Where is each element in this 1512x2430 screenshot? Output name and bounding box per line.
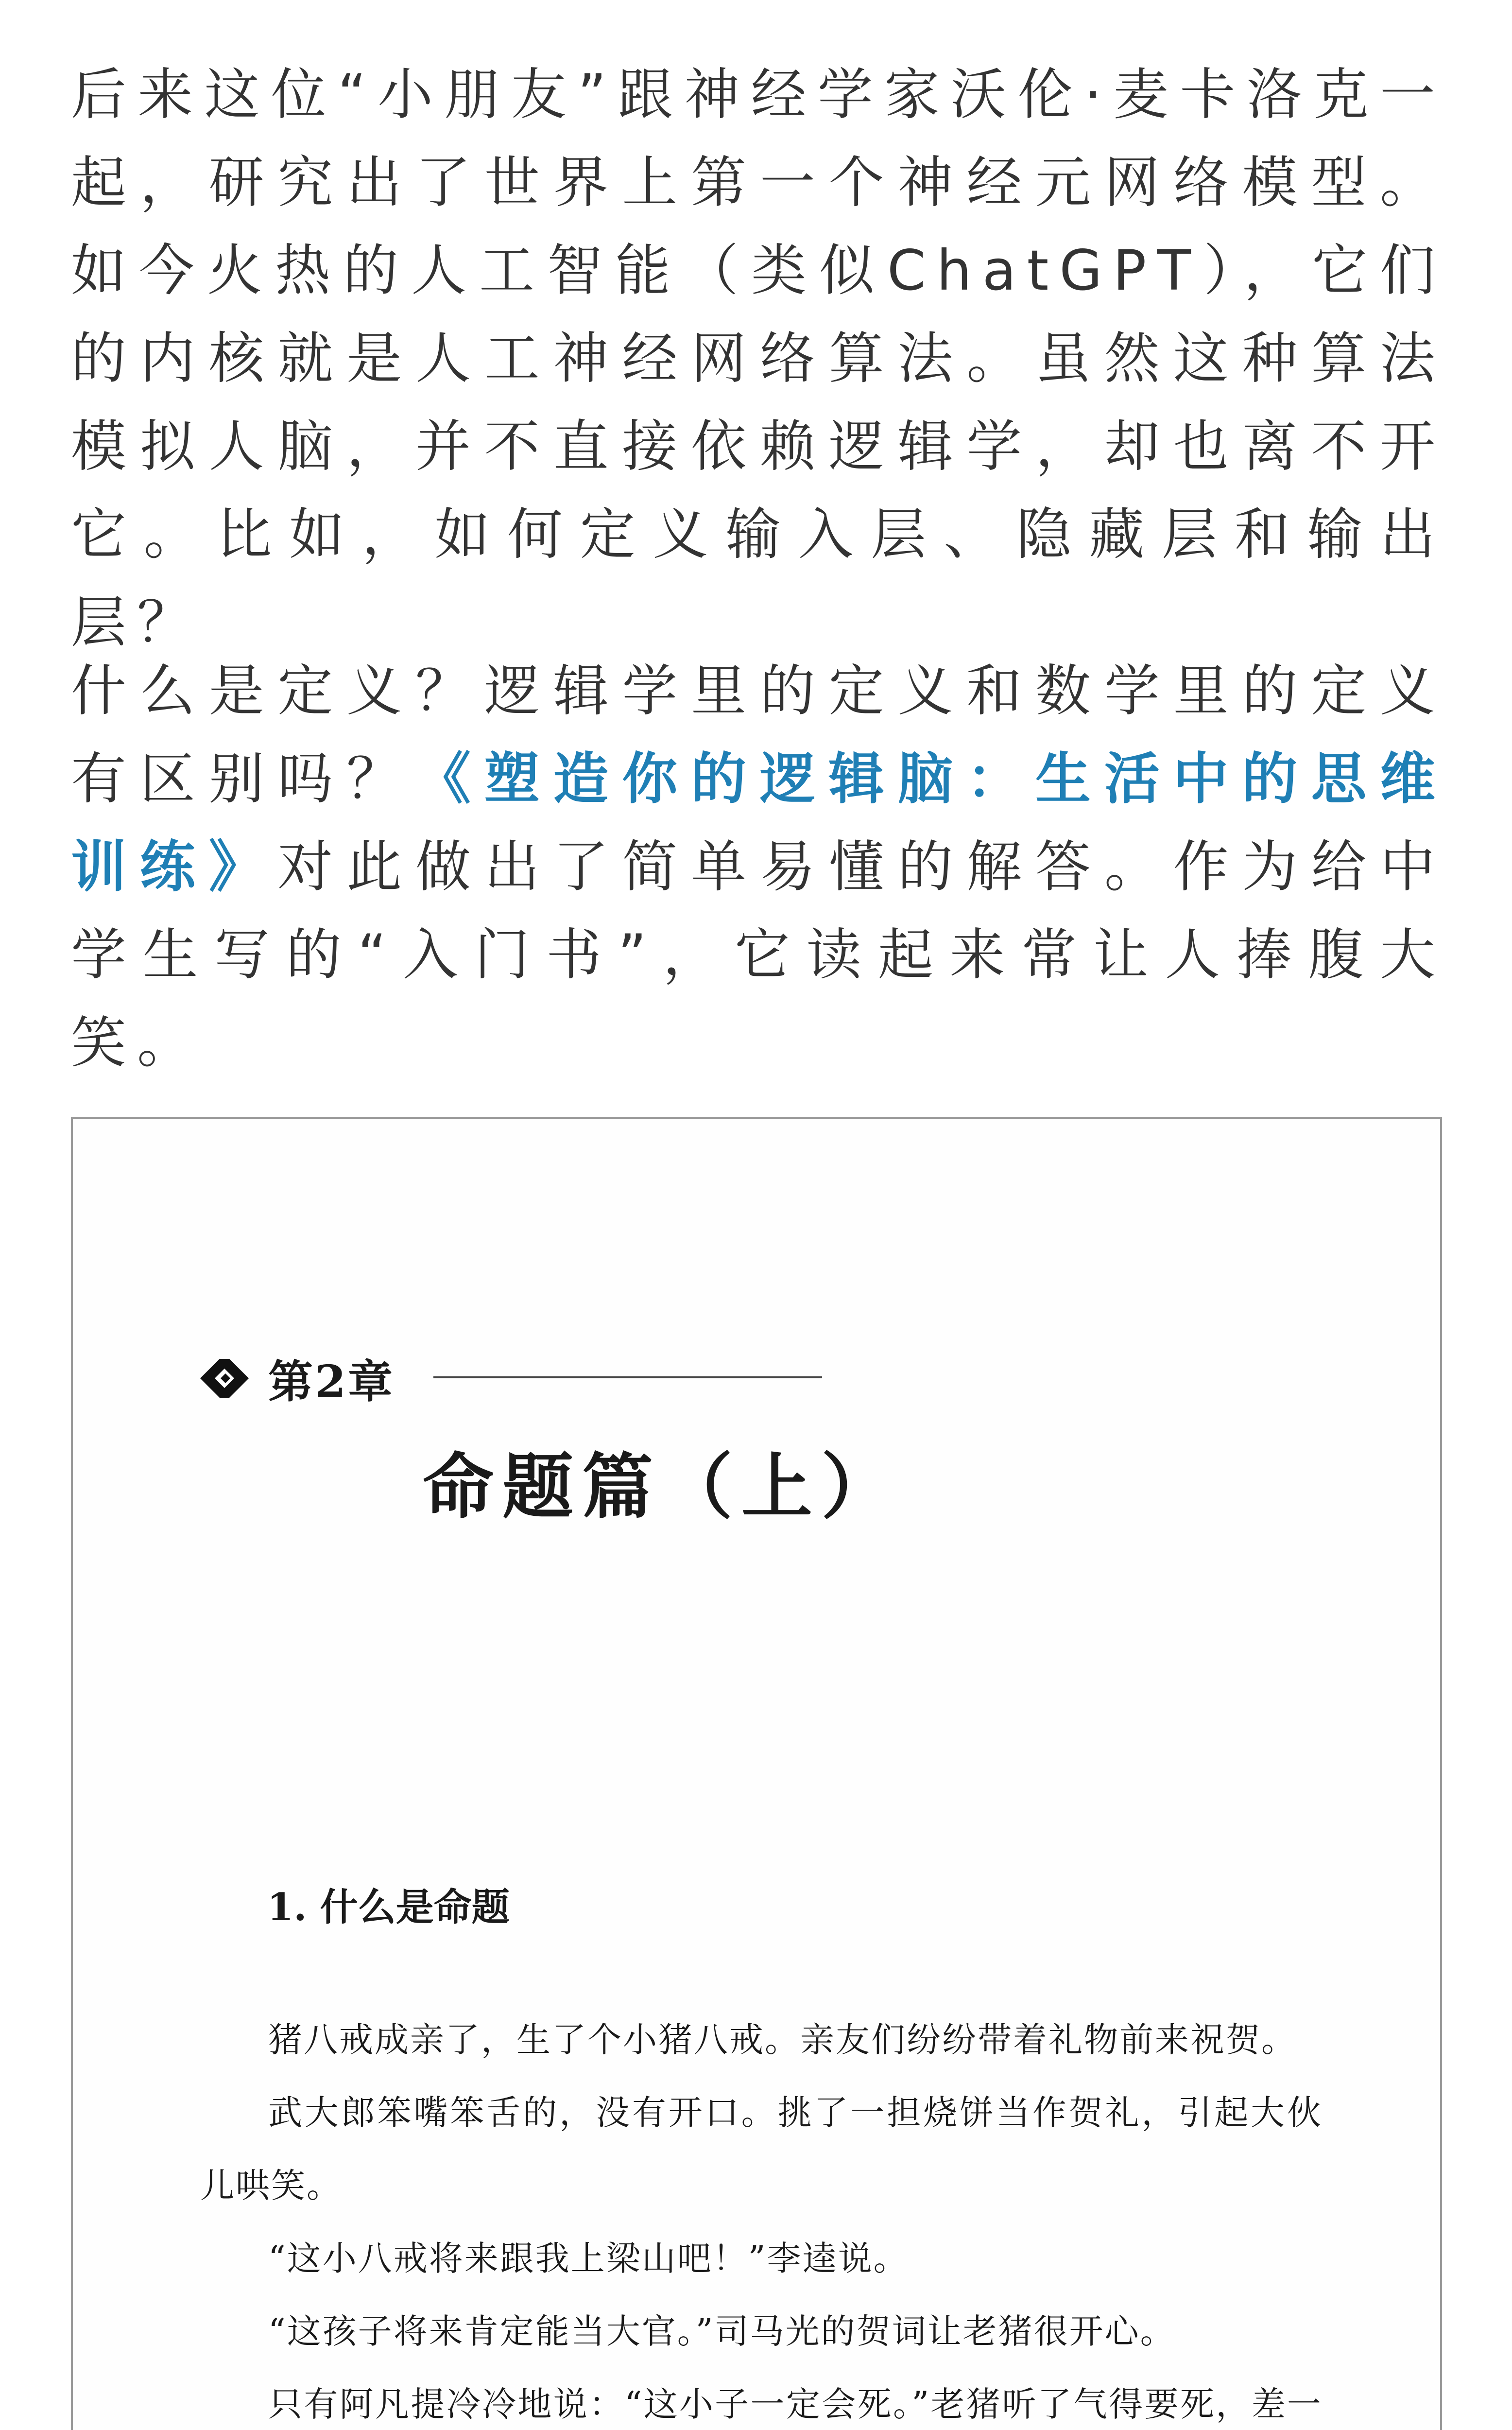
chapter-divider: [433, 1376, 822, 1378]
article-paragraph-1: 后来这位“小朋友”跟神经学家沃伦·麦卡洛克一起，研究出了世界上第一个神经元网络模型。如今火热的人工智能（类似ChatGPT），它们的内核就是人工神经网络算法。虽然这种算法模拟人脑，并不直接依赖逻辑学，却也离不开它。比如，如何定义输入层、隐藏层和输出层？: [71, 62, 1446, 655]
chapter-label: 第2章: [268, 1355, 395, 1408]
book-body-text: [200, 2003, 1323, 2430]
article-paragraph-2: [71, 647, 1446, 1087]
book-title-link[interactable]: 《塑造你的逻辑脑：生活中的思维训练》: [71, 746, 1446, 899]
book-page-scan: [71, 1117, 1442, 2430]
article-paragraph-2-intro: 什么是定义？逻辑学里的定义和数学里的定义有区别吗？: [71, 659, 1446, 811]
chapter-title: 命题篇（上）: [423, 1445, 901, 1528]
article-paragraph-2-rest: 对此做出了简单易懂的解答。作为给中学生写的“入门书”，它读起来常让人捧腹大笑。: [71, 834, 1446, 1075]
section-heading: 1. 什么是命题: [267, 1885, 510, 1929]
diamond-arrow-icon: [200, 1359, 249, 1398]
chapter-header: [200, 1346, 395, 1410]
book-paragraph: 只有阿凡提冷冷地说：“这小子一定会死。”老猪听了气得要死，差一: [268, 2384, 1323, 2424]
book-paragraph: 武大郎笨嘴笨舌的，没有开口。挑了一担烧饼当作贺礼，引起大伙儿哄笑。: [200, 2093, 1323, 2205]
book-paragraph: 猪八戒成亲了，生了个小猪八戒。亲友们纷纷带着礼物前来祝贺。: [268, 2020, 1297, 2060]
book-paragraph: “这小八戒将来跟我上梁山吧！”李逵说。: [268, 2239, 909, 2278]
book-paragraph: “这孩子将来肯定能当大官。”司马光的贺词让老猪很开心。: [268, 2311, 1176, 2351]
